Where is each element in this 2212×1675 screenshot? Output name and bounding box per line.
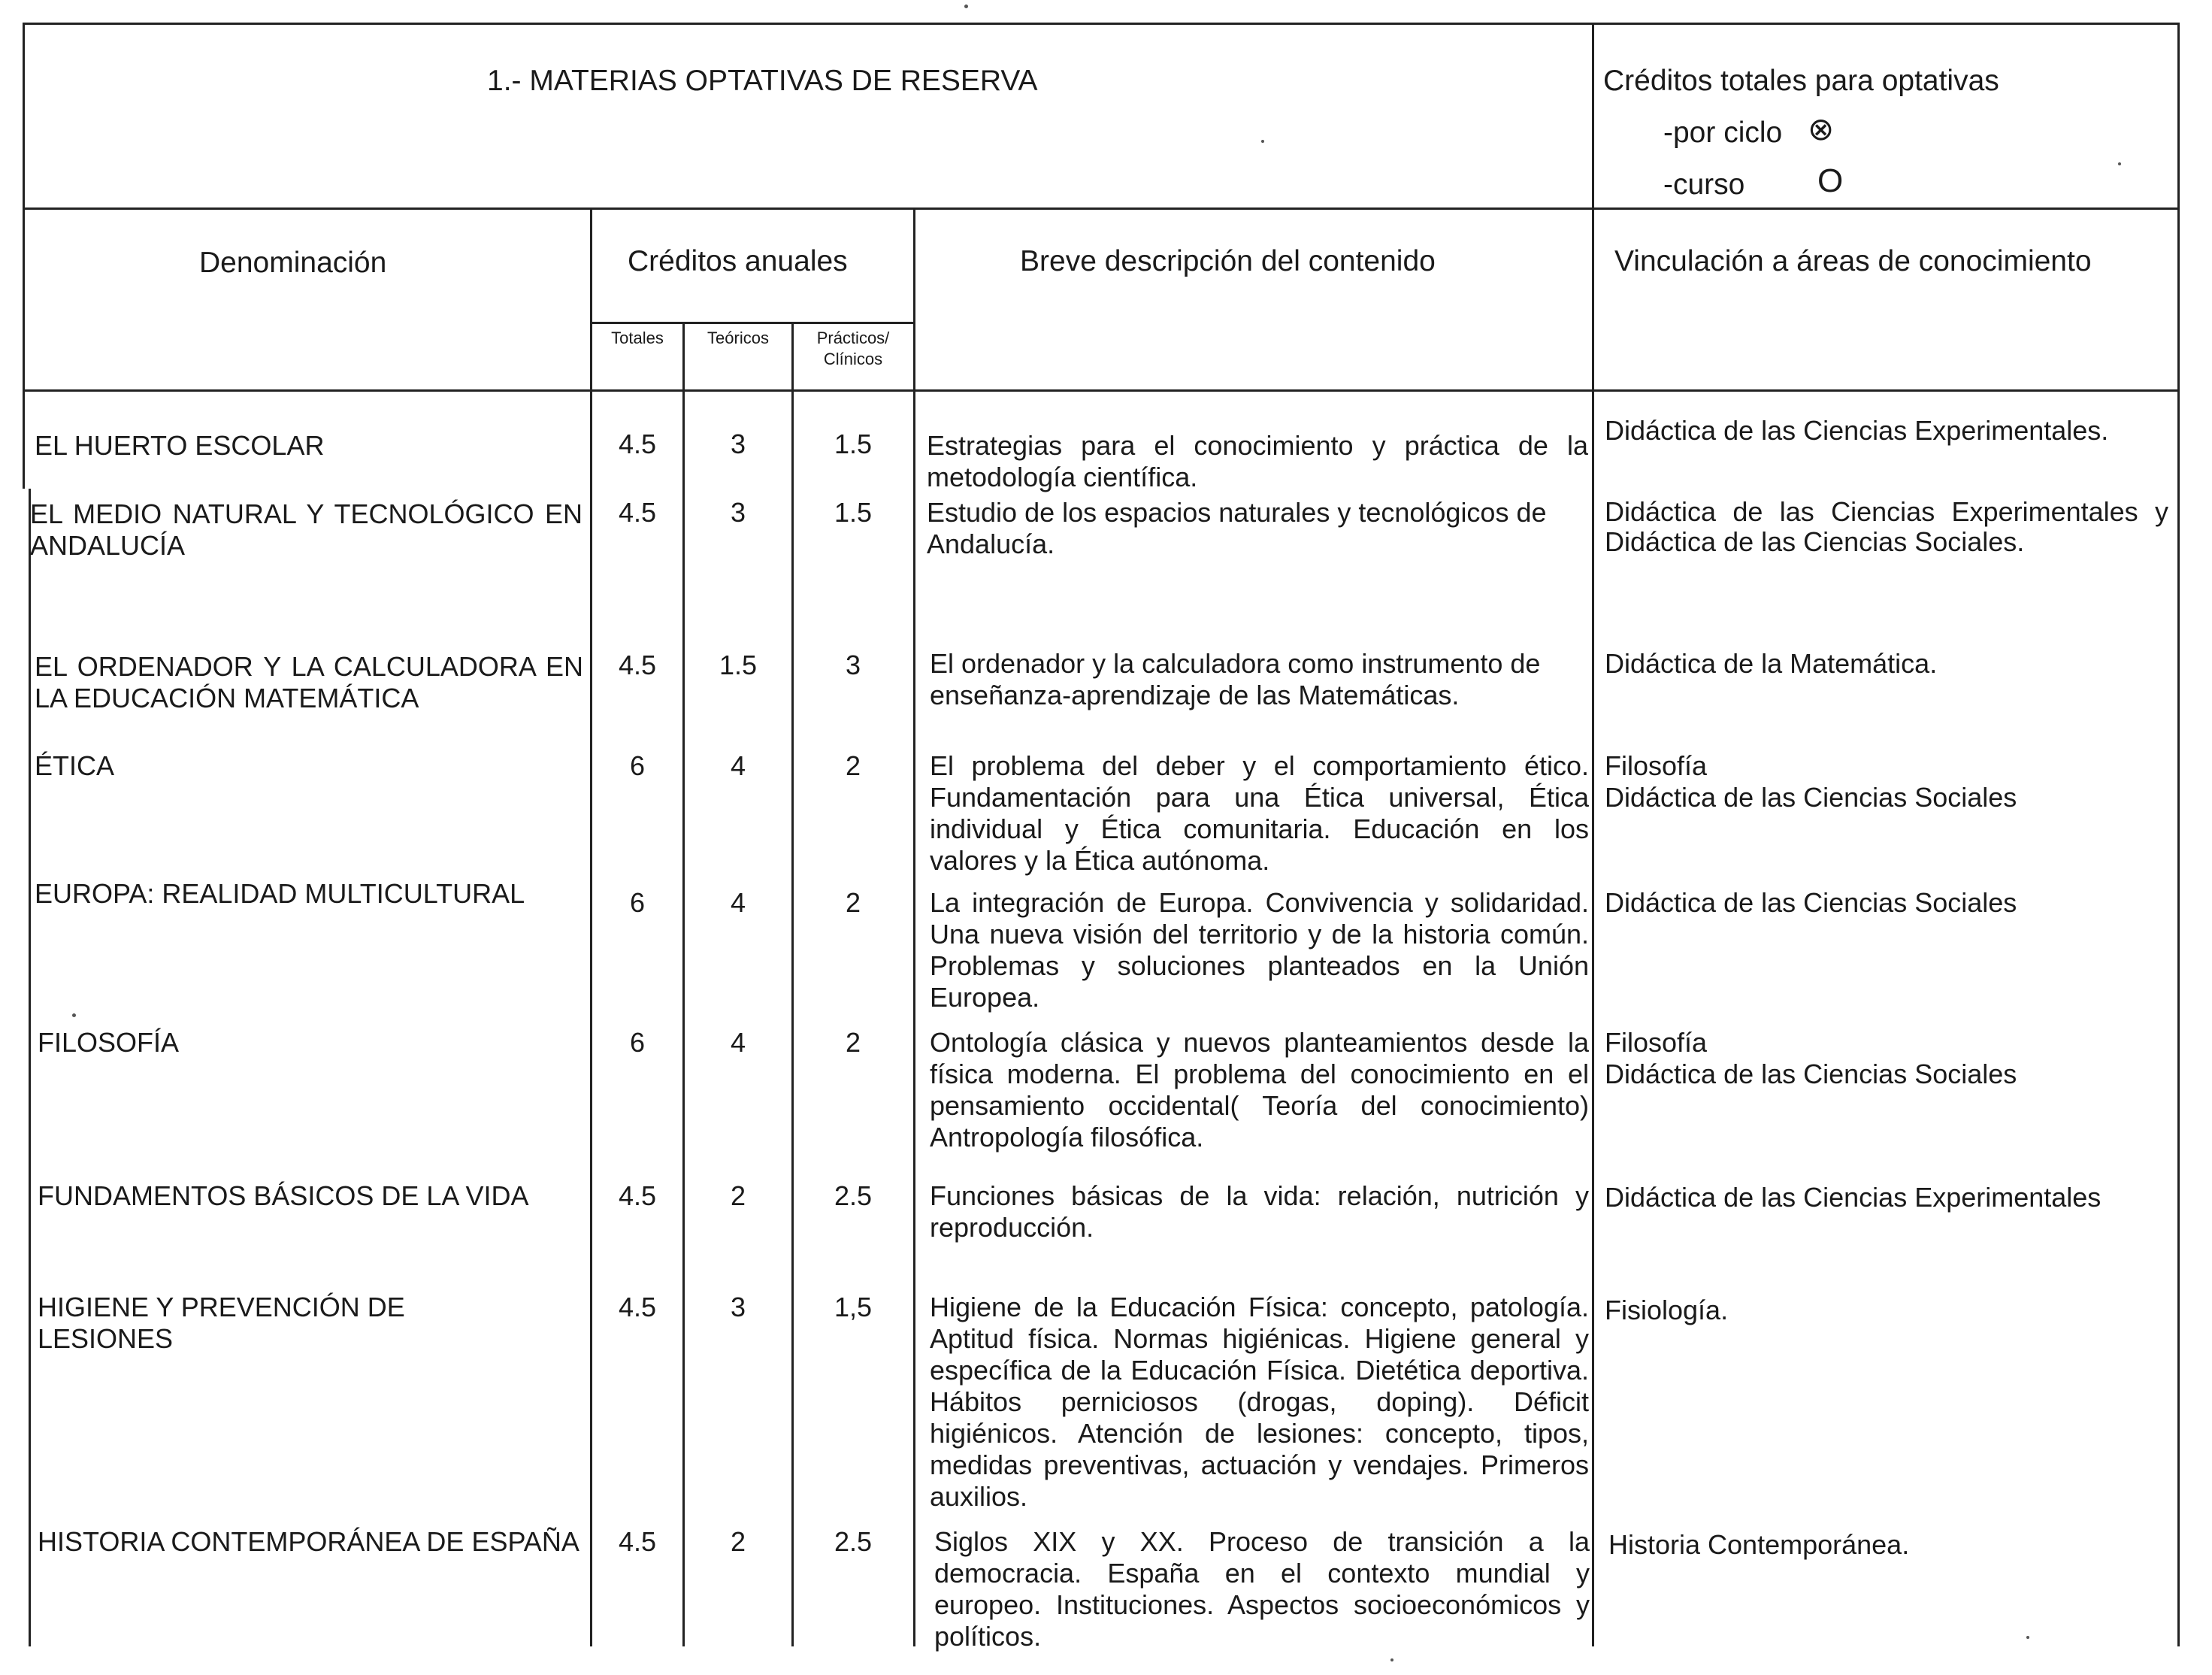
col-denominacion: Denominación (199, 247, 387, 279)
row-9-denominacion: HISTORIA CONTEMPORÁNEA DE ESPAÑA (38, 1526, 579, 1557)
col-teoricos: Teóricos (707, 329, 769, 347)
col-practicos: Prácticos/ Clínicos (816, 329, 890, 368)
row-7-denominacion: FUNDAMENTOS BÁSICOS DE LA VIDA (38, 1180, 529, 1211)
row-5-teoricos: 4 (730, 887, 746, 918)
row-4-practicos: 2 (845, 750, 861, 781)
divider-teoricos-practicos (791, 322, 794, 1646)
credits-subheader-border (590, 322, 913, 324)
row-4-teoricos: 4 (730, 750, 746, 781)
row-1-denominacion: EL HUERTO ESCOLAR (35, 430, 325, 461)
row-5-practicos: 2 (845, 887, 861, 918)
row-6-totales: 6 (629, 1027, 646, 1058)
row-6-practicos: 2 (845, 1027, 861, 1058)
credits-title: Créditos totales para optativas (1603, 65, 1999, 97)
col-descripcion: Breve descripción del contenido (1020, 245, 1436, 277)
row-7-totales: 4.5 (618, 1180, 657, 1211)
row-4-totales: 6 (629, 750, 646, 781)
row-4-descripcion: El problema del deber y el comportamiento ético. Fundamentación para una Ética universal, Ética individual y Ética comunitaria. Educación en los valores y la Ética autónoma. (930, 750, 1589, 876)
curso-label: -curso (1663, 168, 1745, 201)
row-7-areas: Didáctica de las Ciencias Experimentales (1605, 1182, 2102, 1213)
row-8-practicos: 1,5 (834, 1292, 873, 1322)
columns-bottom-border (23, 389, 2180, 392)
row-4-denominacion: ÉTICA (35, 750, 115, 781)
divider-credits-header (1592, 23, 1594, 1646)
row-8-areas: Fisiología. (1605, 1295, 1729, 1325)
row-9-areas: Historia Contemporánea. (1608, 1529, 1910, 1560)
row-2-areas: Didáctica de las Ciencias Experimentales y Didáctica de las Ciencias Sociales. (1605, 496, 2168, 557)
circle-icon: O (1817, 162, 1844, 199)
row-8-descripcion: Higiene de la Educación Física: concepto, patología. Aptitud física. Normas higiénicas. Higiene general y específica de la Educación Física. Dietética deportiva. Hábitos perniciosos (drogas, doping). Déficit higiénicos. Atención de lesiones: concepto, tipos, medidas preventivas, actuación y vendajes. Primeros auxilios. (930, 1292, 1589, 1512)
row-4-areas: Filosofía Didáctica de las Ciencias Sociales (1605, 750, 2017, 813)
divider-denominacion (590, 207, 592, 1646)
col-totales: Totales (611, 329, 664, 347)
col-creditos-anuales: Créditos anuales (628, 245, 848, 277)
row-8-denominacion: HIGIENE Y PREVENCIÓN DE LESIONES (38, 1292, 405, 1354)
scan-speck (1261, 140, 1264, 143)
row-7-teoricos: 2 (730, 1180, 746, 1211)
row-3-areas: Didáctica de la Matemática. (1605, 648, 1938, 679)
row-9-totales: 4.5 (618, 1526, 657, 1557)
por-ciclo-label: -por ciclo (1663, 117, 1783, 149)
row-5-areas: Didáctica de las Ciencias Sociales (1605, 887, 2017, 918)
scan-speck (2026, 1636, 2029, 1639)
row-9-teoricos: 2 (730, 1526, 746, 1557)
row-7-descripcion: Funciones básicas de la vida: relación, nutrición y reproducción. (930, 1180, 1589, 1243)
row-1-teoricos: 3 (730, 429, 746, 459)
row-1-descripcion: Estrategias para el conocimiento y práctica de la metodología científica. (927, 430, 1588, 492)
row-3-practicos: 3 (845, 650, 861, 680)
row-2-teoricos: 3 (730, 497, 746, 528)
row-5-totales: 6 (629, 887, 646, 918)
row-9-practicos: 2.5 (834, 1526, 873, 1557)
row-1-practicos: 1.5 (834, 429, 873, 459)
row-5-denominacion: EUROPA: REALIDAD MULTICULTURAL (35, 878, 525, 909)
header-bottom-border (23, 207, 2180, 210)
row-2-descripcion: Estudio de los espacios naturales y tecnológicos de Andalucía. (927, 497, 1547, 559)
row-6-teoricos: 4 (730, 1027, 746, 1058)
row-3-totales: 4.5 (618, 650, 657, 680)
scan-speck (1390, 1658, 1393, 1661)
scan-speck (964, 5, 968, 8)
row-5-descripcion: La integración de Europa. Convivencia y solidaridad. Una nueva visión del territorio y de la historia común. Problemas y soluciones planteados en la Unión Europea. (930, 887, 1589, 1013)
row-3-denominacion: EL ORDENADOR Y LA CALCULADORA EN LA EDUCACIÓN MATEMÁTICA (35, 651, 583, 713)
row-1-totales: 4.5 (618, 429, 657, 459)
scan-speck (72, 1013, 76, 1017)
row-8-teoricos: 3 (730, 1292, 746, 1322)
scan-speck (2118, 162, 2121, 165)
row-6-descripcion: Ontología clásica y nuevos planteamientos desde la física moderna. El problema del conocimiento en el pensamiento occidental( Teoría del conocimiento) Antropología filosófica. (930, 1027, 1589, 1153)
row-2-denominacion: EL MEDIO NATURAL Y TECNOLÓGICO EN ANDALUCÍA (30, 498, 583, 561)
table-left-border-lower (29, 489, 31, 1646)
row-9-descripcion: Siglos XIX y XX. Proceso de transición a la democracia. España en el contexto mundial y europeo. Instituciones. Aspectos socioeconómicos y políticos. (934, 1526, 1590, 1652)
divider-creditos (913, 207, 915, 1646)
row-2-totales: 4.5 (618, 497, 657, 528)
page-title: 1.- MATERIAS OPTATIVAS DE RESERVA (487, 65, 1038, 97)
row-3-descripcion: El ordenador y la calculadora como instrumento de enseñanza-aprendizaje de las Matemáticas. (930, 648, 1541, 710)
row-8-totales: 4.5 (618, 1292, 657, 1322)
row-2-practicos: 1.5 (834, 497, 873, 528)
table-left-border (23, 23, 25, 489)
crossed-circle-icon: ⊗ (1808, 111, 1835, 147)
row-6-denominacion: FILOSOFÍA (38, 1027, 180, 1058)
row-7-practicos: 2.5 (834, 1180, 873, 1211)
row-6-areas: Filosofía Didáctica de las Ciencias Sociales (1605, 1027, 2017, 1089)
row-1-areas: Didáctica de las Ciencias Experimentales. (1605, 415, 2109, 446)
row-3-teoricos: 1.5 (719, 650, 758, 680)
divider-totales-teoricos (682, 322, 685, 1646)
table-top-border (23, 23, 2180, 25)
col-vinculacion: Vinculación a áreas de conocimiento (1614, 245, 2092, 277)
table-right-border (2177, 23, 2180, 1646)
